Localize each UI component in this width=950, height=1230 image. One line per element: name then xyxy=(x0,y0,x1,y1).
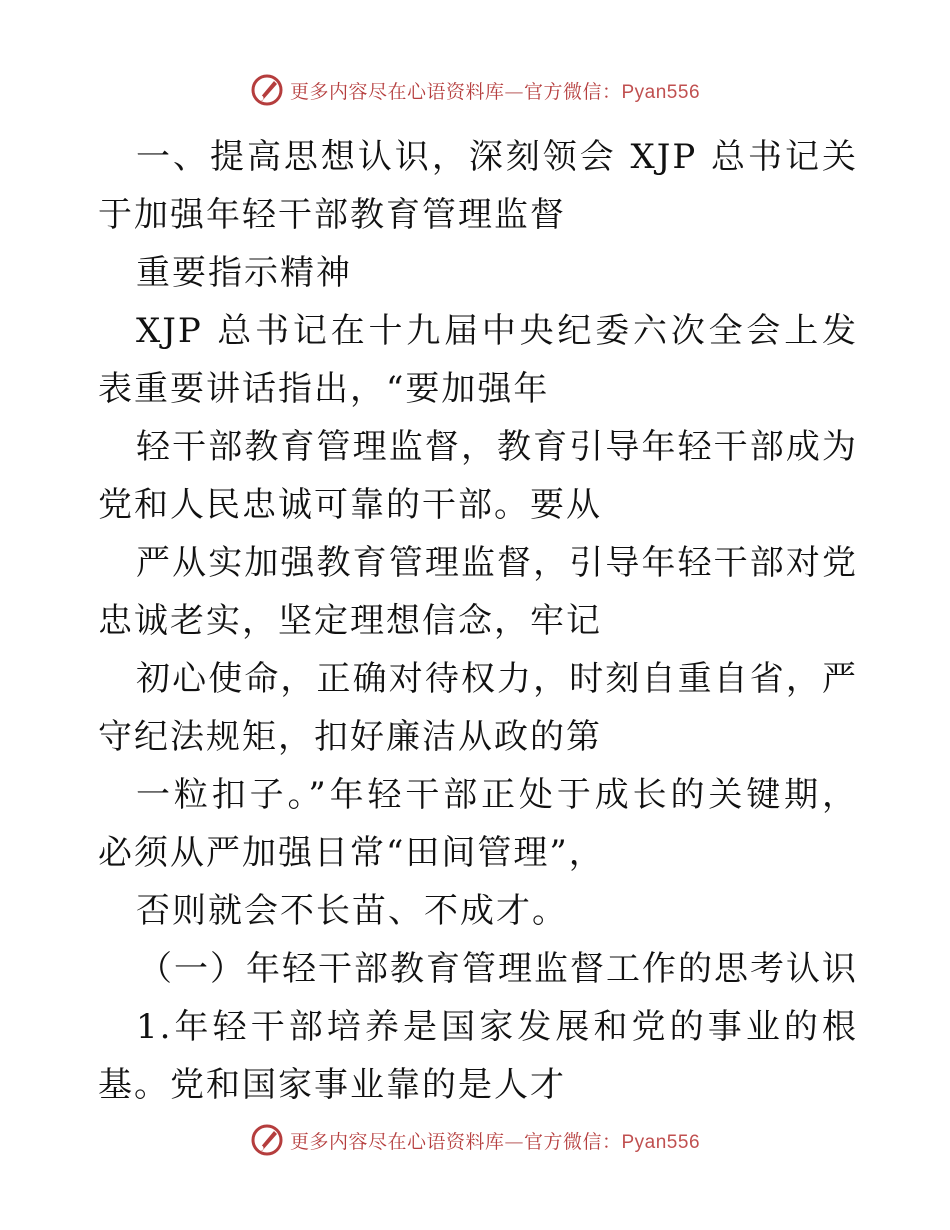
heading-paragraph: 一、提高思想认识，深刻领会 XJP 总书记关于加强年轻干部教育管理监督 xyxy=(98,137,858,235)
paragraph: 一粒扣子。”年轻干部正处于成长的关键期，必须从严加强日常“田间管理”， xyxy=(98,775,858,873)
paragraph: 否则就会不长苗、不成才。 xyxy=(136,891,568,931)
document-body xyxy=(98,128,858,1114)
section-heading: （一）年轻干部教育管理监督工作的思考认识 xyxy=(138,949,858,989)
paragraph: XJP 总书记在十九届中央纪委六次全会上发表重要讲话指出，“要加强年 xyxy=(98,311,858,409)
paragraph: 1.年轻干部培养是国家发展和党的事业的根基。党和国家事业靠的是人才 xyxy=(98,1007,858,1105)
watermark-text: 更多内容尽在心语资料库—官方微信：Pyan556 xyxy=(289,80,701,103)
paragraph: 严从实加强教育管理监督，引导年轻干部对党忠诚老实，坚定理想信念，牢记 xyxy=(98,543,858,641)
paragraph: 轻干部教育管理监督，教育引导年轻干部成为党和人民忠诚可靠的干部。要从 xyxy=(98,427,858,525)
paragraph: 重要指示精神 xyxy=(136,253,352,293)
watermark-text: 更多内容尽在心语资料库—官方微信：Pyan556 xyxy=(289,1130,701,1153)
watermark-footer xyxy=(0,1120,950,1160)
watermark-header xyxy=(0,70,950,110)
paragraph: 初心使命，正确对待权力，时刻自重自省，严守纪法规矩，扣好廉洁从政的第 xyxy=(98,659,858,757)
pen-logo-icon xyxy=(250,1123,284,1157)
pen-logo-icon xyxy=(250,73,284,107)
